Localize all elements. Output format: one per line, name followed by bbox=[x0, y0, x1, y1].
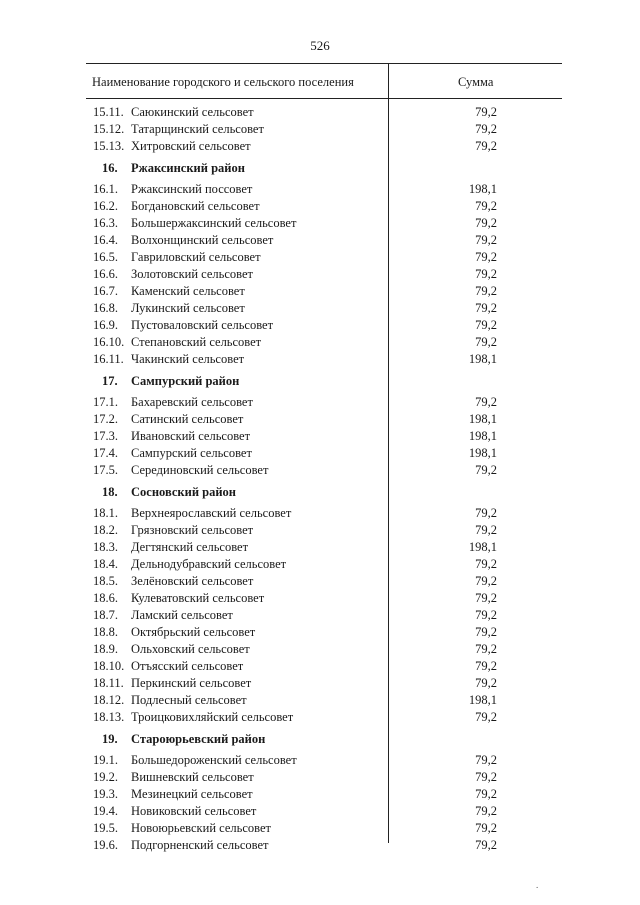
settlement-name: Лукинский сельсовет bbox=[131, 301, 245, 315]
settlement-name: Троицковихляйский сельсовет bbox=[131, 710, 294, 724]
settlement-name: Серединовский сельсовет bbox=[131, 463, 269, 477]
row-sum: 79,2 bbox=[475, 787, 497, 801]
settlement-name: Отъясский сельсовет bbox=[131, 659, 244, 673]
table-row bbox=[0, 692, 640, 709]
settlement-name: Богдановский сельсовет bbox=[131, 199, 260, 213]
row-number: 19.2. bbox=[93, 770, 118, 784]
table-row bbox=[0, 590, 640, 607]
row-sum: 79,2 bbox=[475, 199, 497, 213]
settlement-name: Ржаксинский поссовет bbox=[131, 182, 253, 196]
row-sum: 79,2 bbox=[475, 523, 497, 537]
settlement-name: Гавриловский сельсовет bbox=[131, 250, 261, 264]
table-row bbox=[0, 769, 640, 786]
settlement-name: Большержаксинский сельсовет bbox=[131, 216, 297, 230]
table-row bbox=[0, 411, 640, 428]
row-sum: 79,2 bbox=[475, 770, 497, 784]
row-number: 18.13. bbox=[93, 710, 125, 724]
row-sum: 79,2 bbox=[475, 122, 497, 136]
row-sum: 79,2 bbox=[475, 804, 497, 818]
district-name: Ржаксинский район bbox=[131, 161, 245, 175]
row-sum: 79,2 bbox=[475, 821, 497, 835]
settlement-name: Чакинский сельсовет bbox=[131, 352, 245, 366]
table-row bbox=[0, 573, 640, 590]
row-number: 17.5. bbox=[93, 463, 118, 477]
settlement-name: Зелёновский сельсовет bbox=[131, 574, 254, 588]
table-row bbox=[0, 641, 640, 658]
row-number: 19.3. bbox=[93, 787, 118, 801]
row-number: 16.4. bbox=[93, 233, 118, 247]
row-sum: 198,1 bbox=[468, 352, 497, 366]
row-number: 16.9. bbox=[93, 318, 118, 332]
table-row bbox=[0, 428, 640, 445]
row-sum: 79,2 bbox=[475, 591, 497, 605]
settlement-name: Степановский сельсовет bbox=[131, 335, 262, 349]
row-number: 19. bbox=[102, 732, 118, 746]
table-row bbox=[0, 658, 640, 675]
row-number: 16.3. bbox=[93, 216, 118, 230]
table-row bbox=[0, 300, 640, 317]
row-sum: 79,2 bbox=[475, 574, 497, 588]
row-number: 17.1. bbox=[93, 395, 118, 409]
table-row bbox=[0, 317, 640, 334]
header-sum-column: Сумма bbox=[458, 75, 494, 89]
settlement-name: Татарщинский сельсовет bbox=[131, 122, 264, 136]
settlement-name: Кулеватовский сельсовет bbox=[131, 591, 265, 605]
table-row bbox=[0, 198, 640, 215]
row-number: 16.7. bbox=[93, 284, 118, 298]
row-sum: 198,1 bbox=[468, 540, 497, 554]
settlement-name: Ивановский сельсовет bbox=[131, 429, 251, 443]
row-number: 15.13. bbox=[93, 139, 125, 153]
header-name-column: Наименование городского и сельского поселения bbox=[92, 75, 354, 89]
row-number: 19.5. bbox=[93, 821, 118, 835]
district-name: Староюрьевский район bbox=[131, 732, 266, 746]
settlement-name: Новоюрьевский сельсовет bbox=[131, 821, 271, 835]
row-sum: 198,1 bbox=[468, 182, 497, 196]
settlement-name: Верхнеярославский сельсовет bbox=[131, 506, 292, 520]
row-sum: 79,2 bbox=[475, 608, 497, 622]
settlement-name: Октябрьский сельсовет bbox=[131, 625, 256, 639]
settlement-name: Вишневский сельсовет bbox=[131, 770, 254, 784]
row-sum: 79,2 bbox=[475, 642, 497, 656]
row-number: 18.12. bbox=[93, 693, 125, 707]
row-number: 18.7. bbox=[93, 608, 118, 622]
row-number: 19.1. bbox=[93, 753, 118, 767]
row-number: 19.4. bbox=[93, 804, 118, 818]
table-row bbox=[0, 675, 640, 692]
settlement-name: Новиковский сельсовет bbox=[131, 804, 257, 818]
settlement-name: Подгорненский сельсовет bbox=[131, 838, 269, 852]
page-number: 526 bbox=[310, 38, 330, 53]
settlement-name: Дельнодубравский сельсовет bbox=[131, 557, 287, 571]
row-sum: 198,1 bbox=[468, 446, 497, 460]
table-row bbox=[0, 232, 640, 249]
row-number: 18.11. bbox=[93, 676, 124, 690]
row-sum: 198,1 bbox=[468, 412, 497, 426]
table-row bbox=[0, 266, 640, 283]
row-sum: 79,2 bbox=[475, 284, 497, 298]
table-row bbox=[0, 462, 640, 479]
settlement-name: Каменский сельсовет bbox=[131, 284, 245, 298]
settlement-name: Пустоваловский сельсовет bbox=[131, 318, 274, 332]
row-number: 18.9. bbox=[93, 642, 118, 656]
row-number: 15.12. bbox=[93, 122, 125, 136]
table-row bbox=[0, 121, 640, 138]
table-row bbox=[0, 138, 640, 155]
settlement-name: Сампурский сельсовет bbox=[131, 446, 252, 460]
settlement-name: Золотовский сельсовет bbox=[131, 267, 253, 281]
settlement-name: Сатинский сельсовет bbox=[131, 412, 244, 426]
row-number: 18.5. bbox=[93, 574, 118, 588]
row-sum: 79,2 bbox=[475, 216, 497, 230]
district-name: Сампурский район bbox=[131, 374, 240, 388]
row-number: 16.8. bbox=[93, 301, 118, 315]
row-sum: 79,2 bbox=[475, 250, 497, 264]
scan-mark: . bbox=[536, 880, 539, 890]
row-number: 18. bbox=[102, 485, 118, 499]
row-number: 18.3. bbox=[93, 540, 118, 554]
row-number: 16.11. bbox=[93, 352, 124, 366]
row-sum: 79,2 bbox=[475, 625, 497, 639]
table-row bbox=[0, 283, 640, 300]
settlement-name: Бахаревский сельсовет bbox=[131, 395, 253, 409]
settlement-name: Ольховский сельсовет bbox=[131, 642, 250, 656]
table-row bbox=[0, 394, 640, 411]
table-row bbox=[0, 803, 640, 820]
row-sum: 79,2 bbox=[475, 557, 497, 571]
row-sum: 79,2 bbox=[475, 463, 497, 477]
table-row bbox=[0, 786, 640, 803]
row-number: 17.4. bbox=[93, 446, 118, 460]
row-number: 17.2. bbox=[93, 412, 118, 426]
table-row bbox=[0, 607, 640, 624]
row-number: 16.2. bbox=[93, 199, 118, 213]
table-row bbox=[0, 624, 640, 641]
row-number: 18.6. bbox=[93, 591, 118, 605]
table-row bbox=[0, 522, 640, 539]
district-row bbox=[0, 158, 640, 178]
table-row bbox=[0, 249, 640, 266]
table-row bbox=[0, 820, 640, 837]
table-row bbox=[0, 556, 640, 573]
row-sum: 79,2 bbox=[475, 659, 497, 673]
row-sum: 79,2 bbox=[475, 139, 497, 153]
row-number: 19.6. bbox=[93, 838, 118, 852]
table-row bbox=[0, 539, 640, 556]
row-number: 16.1. bbox=[93, 182, 118, 196]
settlement-name: Дегтянский сельсовет bbox=[131, 540, 249, 554]
table-row bbox=[0, 215, 640, 232]
settlement-name: Перкинский сельсовет bbox=[131, 676, 252, 690]
row-sum: 79,2 bbox=[475, 267, 497, 281]
row-sum: 79,2 bbox=[475, 335, 497, 349]
table-row bbox=[0, 104, 640, 121]
row-sum: 79,2 bbox=[475, 233, 497, 247]
settlement-name: Волхонщинский сельсовет bbox=[131, 233, 274, 247]
table-row bbox=[0, 351, 640, 368]
row-number: 16.5. bbox=[93, 250, 118, 264]
row-sum: 79,2 bbox=[475, 395, 497, 409]
row-sum: 79,2 bbox=[475, 506, 497, 520]
row-sum: 79,2 bbox=[475, 753, 497, 767]
settlement-name: Грязновский сельсовет bbox=[131, 523, 254, 537]
table-row bbox=[0, 505, 640, 522]
table-row bbox=[0, 181, 640, 198]
row-sum: 79,2 bbox=[475, 710, 497, 724]
table-row bbox=[0, 445, 640, 462]
row-number: 17. bbox=[102, 374, 118, 388]
row-sum: 79,2 bbox=[475, 318, 497, 332]
row-sum: 79,2 bbox=[475, 301, 497, 315]
table-row bbox=[0, 837, 640, 854]
table-row bbox=[0, 709, 640, 726]
row-number: 16. bbox=[102, 161, 118, 175]
row-number: 18.1. bbox=[93, 506, 118, 520]
settlement-name: Мезинецкий сельсовет bbox=[131, 787, 253, 801]
settlement-name: Подлесный сельсовет bbox=[131, 693, 247, 707]
settlement-name: Хитровский сельсовет bbox=[131, 139, 251, 153]
row-number: 18.8. bbox=[93, 625, 118, 639]
row-sum: 79,2 bbox=[475, 105, 497, 119]
row-number: 15.11. bbox=[93, 105, 124, 119]
row-sum: 79,2 bbox=[475, 838, 497, 852]
district-row bbox=[0, 729, 640, 749]
district-row bbox=[0, 371, 640, 391]
row-number: 18.10. bbox=[93, 659, 125, 673]
header-bottom-border bbox=[86, 98, 562, 99]
row-number: 17.3. bbox=[93, 429, 118, 443]
settlement-name: Саюкинский сельсовет bbox=[131, 105, 254, 119]
row-sum: 198,1 bbox=[468, 429, 497, 443]
district-row bbox=[0, 482, 640, 502]
table-row bbox=[0, 334, 640, 351]
district-name: Сосновский район bbox=[131, 485, 237, 499]
row-sum: 79,2 bbox=[475, 676, 497, 690]
table-top-border bbox=[86, 63, 562, 64]
row-sum: 198,1 bbox=[468, 693, 497, 707]
row-number: 18.2. bbox=[93, 523, 118, 537]
settlement-table bbox=[0, 104, 640, 854]
row-number: 16.10. bbox=[93, 335, 125, 349]
row-number: 18.4. bbox=[93, 557, 118, 571]
row-number: 16.6. bbox=[93, 267, 118, 281]
settlement-name: Ламский сельсовет bbox=[131, 608, 233, 622]
settlement-name: Большедороженский сельсовет bbox=[131, 753, 297, 767]
table-row bbox=[0, 752, 640, 769]
